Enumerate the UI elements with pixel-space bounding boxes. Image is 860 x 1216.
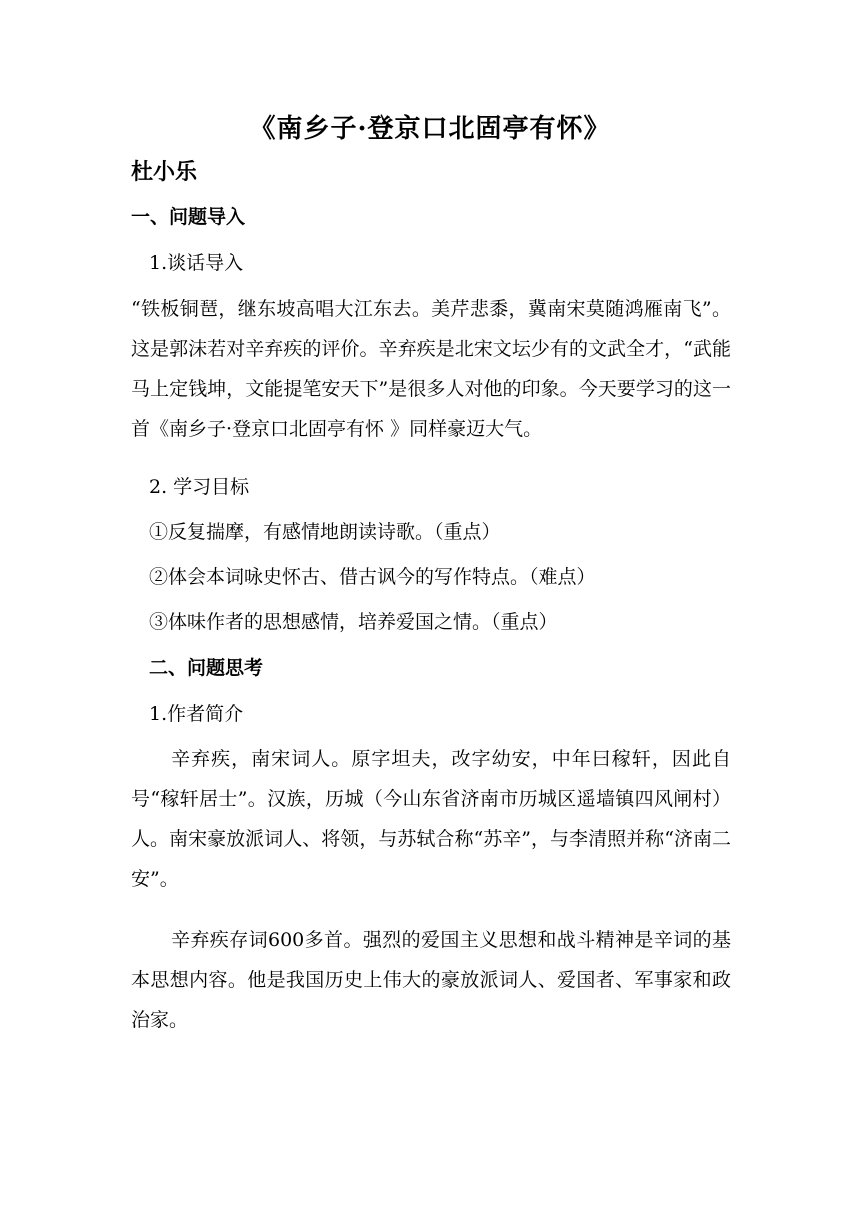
- item-label-talk-intro: 1.谈话导入: [149, 252, 244, 274]
- learning-goal-1: ①反复揣摩，有感情地朗读诗歌。（重点）: [149, 521, 501, 543]
- section-heading-questions: 二、问题思考: [149, 657, 264, 679]
- paragraph-author-bio: 辛弃疾，南宋词人。原字坦夫，改字幼安，中年曰稼轩，因此自号“稼轩居士”。汉族，历城（今山东省济南市历城区遥墙镇四风闸村）人。南宋豪放派词人、将领，与苏轼合称“苏辛”，与李清照并称“济南二安”。: [131, 748, 731, 890]
- paragraph-talk-intro: “铁板铜琶，继东坡高唱大江东去。美芹悲黍，冀南宋莫随鸿雁南飞”。这是郭沫若对辛弃疾的评价。辛弃疾是北宋文坛少有的文武全才，“武能马上定钱坤，文能提笔安天下”是很多人对他的印象。今天要学习的这一首《南乡子·登京口北固亭有怀 》同样豪迈大气。: [131, 298, 731, 440]
- author-name: 杜小乐: [131, 159, 198, 185]
- paragraph-author-works: 辛弃疾存词600多首。强烈的爱国主义思想和战斗精神是辛词的基本思想内容。他是我国历史上伟大的豪放派词人、爱国者、军事家和政治家。: [131, 929, 731, 1031]
- learning-goal-2: ②体会本词咏史怀古、借古讽今的写作特点。（难点）: [149, 566, 596, 588]
- document-title: 《南乡子·登京口北固亭有怀》: [249, 114, 611, 144]
- item-label-learning-goals: 2. 学习目标: [149, 476, 250, 498]
- item-label-author-intro: 1.作者简介: [149, 703, 244, 725]
- section-heading-intro: 一、问题导入: [131, 206, 246, 228]
- learning-goal-3: ③体味作者的思想感情，培养爱国之情。（重点）: [149, 611, 558, 633]
